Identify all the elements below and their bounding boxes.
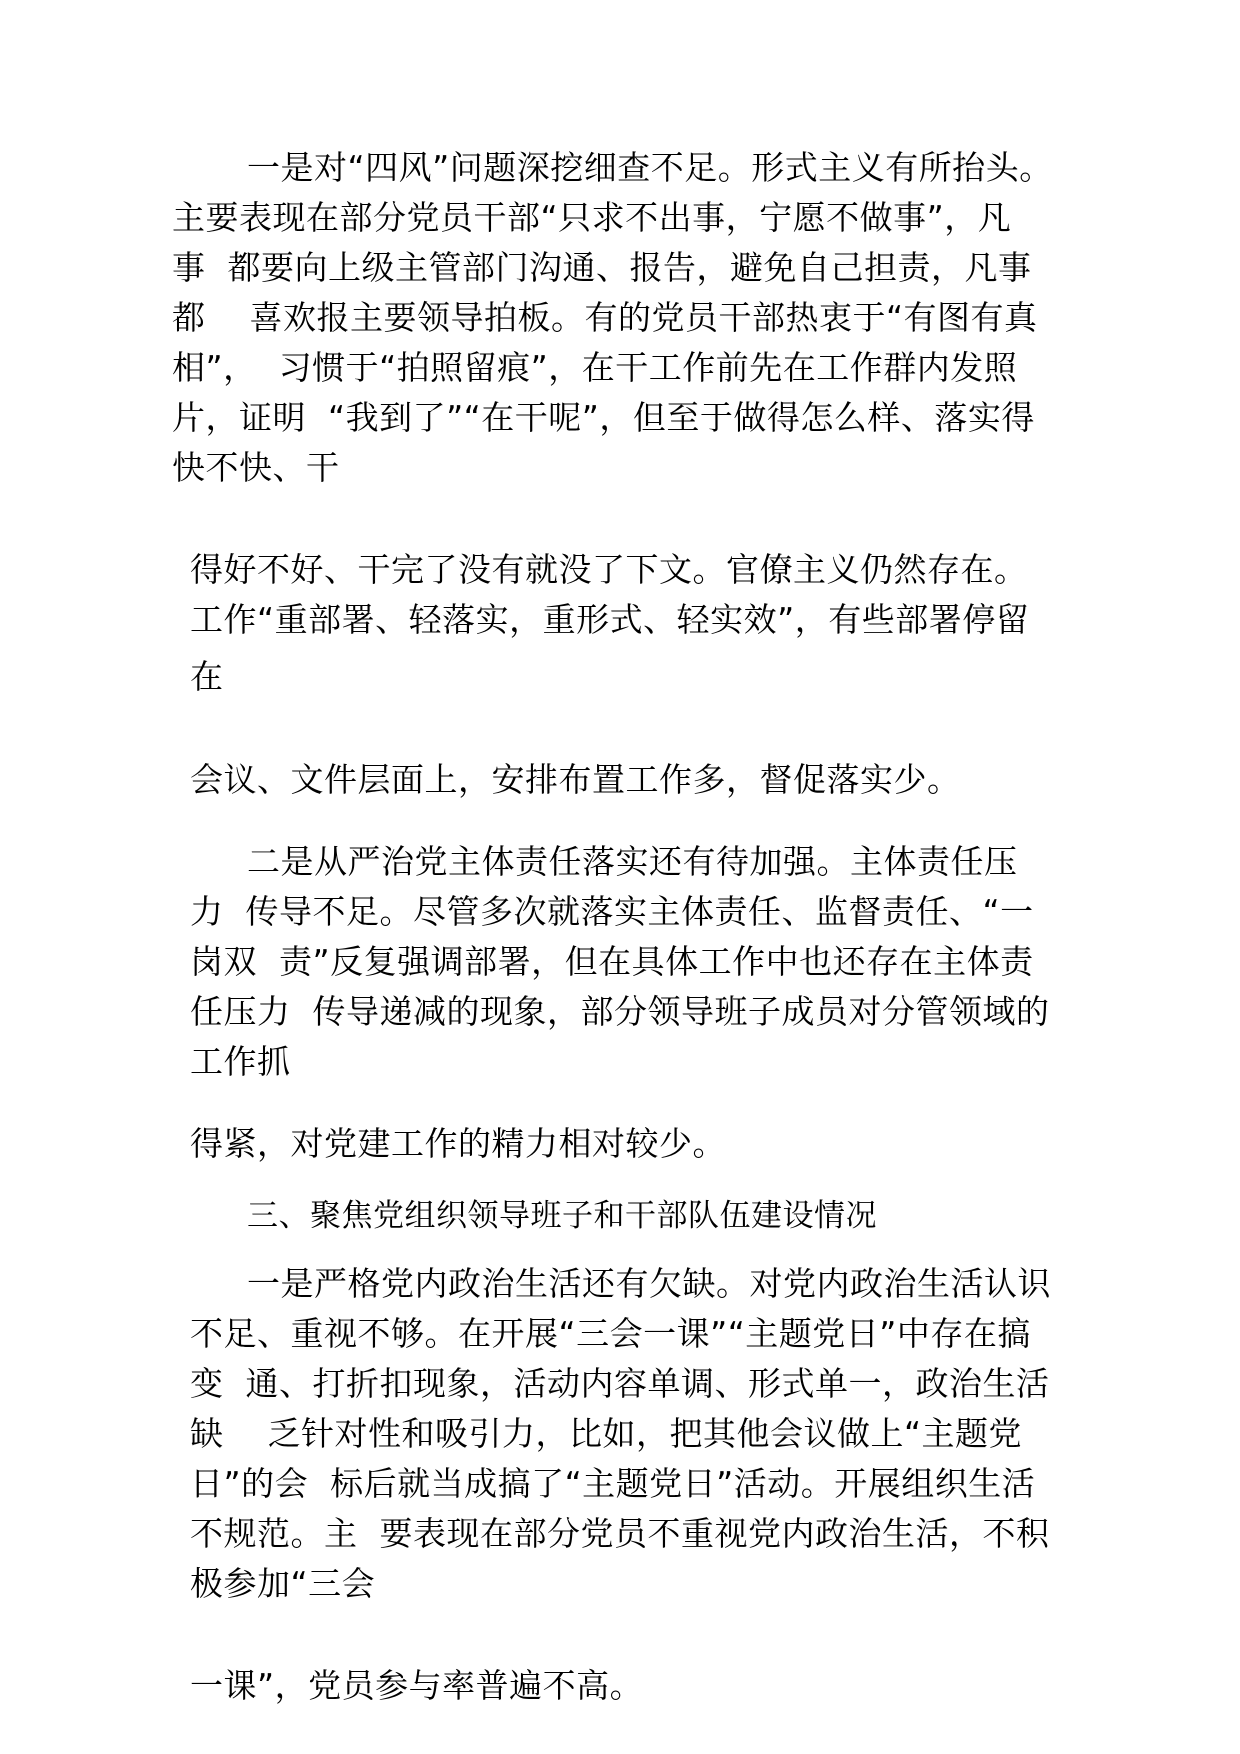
text-line: 工作抓 <box>190 1042 291 1081</box>
text-line: 任压力 传导递减的现象，部分领导班子成员对分管领域的 <box>190 992 1050 1031</box>
text-line: 工作“重部署、轻落实，重形式、轻实效”，有些部署停留 <box>190 600 1030 639</box>
text-line: 在 <box>190 657 224 696</box>
text-line: 变 通、打折扣现象，活动内容单调、形式单一，政治生活 <box>190 1364 1050 1403</box>
text-line: 二是从严治党主体责任落实还有待加强。主体责任压 <box>247 842 1018 881</box>
text-line: 会议、文件层面上，安排布置工作多，督促落实少。 <box>190 760 961 799</box>
text-line: 力 传导不足。尽管多次就落实主体责任、监督责任、“一 <box>190 892 1034 931</box>
text-line: 事 都要向上级主管部门沟通、报告，避免自己担责，凡事 <box>172 248 1032 287</box>
text-line: 相”， 习惯于“拍照留痕”，在干工作前先在工作群内发照 <box>172 348 1018 387</box>
text-line: 得好不好、干完了没有就没了下文。官僚主义仍然存在。 <box>190 550 1028 589</box>
text-line: 极参加“三会 <box>190 1564 376 1603</box>
text-line: 得紧，对党建工作的精力相对较少。 <box>190 1124 726 1163</box>
text-line: 主要表现在部分党员干部“只求不出事，宁愿不做事”，凡 <box>172 198 1012 237</box>
text-line: 岗双 责”反复强调部署，但在具体工作中也还存在主体责 <box>190 942 1034 981</box>
text-line: 一是对“四风”问题深挖细查不足。形式主义有所抬头。 <box>247 148 1053 187</box>
text-line: 缺 乏针对性和吸引力，比如，把其他会议做上“主题党 <box>190 1414 1023 1453</box>
text-line: 都 喜欢报主要领导拍板。有的党员干部热衷于“有图有真 <box>172 298 1038 337</box>
text-line: 不足、重视不够。在开展“三会一课”“主题党日”中存在搞 <box>190 1314 1031 1353</box>
section-heading-text: 三、聚焦党组织领导班子和干部队伍建设情况 <box>247 1198 877 1234</box>
text-line: 一是严格党内政治生活还有欠缺。对党内政治生活认识 <box>247 1264 1051 1303</box>
text-line: 一课”，党员参与率普遍不高。 <box>190 1666 644 1705</box>
text-line: 日”的会 标后就当成搞了“主题党日”活动。开展组织生活 <box>190 1464 1036 1503</box>
text-line: 片，证明 “我到了”“在干呢”，但至于做得怎么样、落实得 <box>172 398 1035 437</box>
text-line: 快不快、干 <box>172 448 340 487</box>
text-line: 不规范。主 要表现在部分党员不重视党内政治生活，不积 <box>190 1514 1050 1553</box>
